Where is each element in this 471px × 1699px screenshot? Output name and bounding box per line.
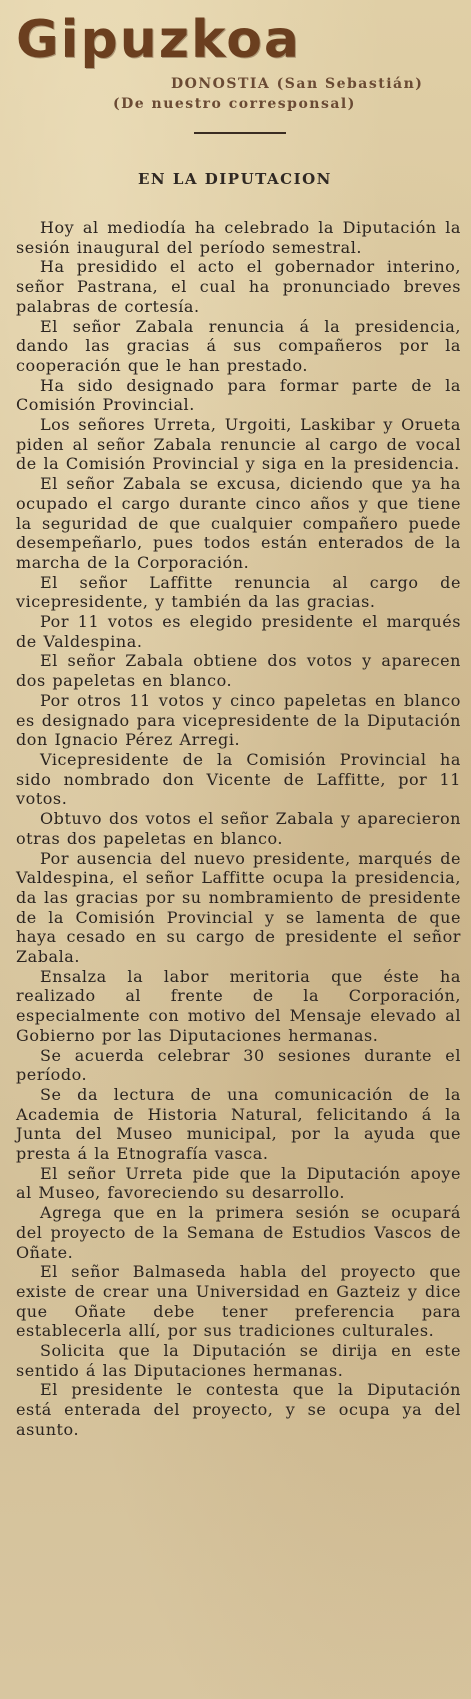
- article-paragraph: El señor Laffitte renuncia al cargo de vicepresidente, y también da las gracias.: [16, 572, 461, 612]
- article-paragraph: Se acuerda celebrar 30 sesiones durante el período.: [16, 1045, 461, 1085]
- article-paragraph: El señor Balmaseda habla del proyecto que existe de crear una Universidad en Gazteiz y dice que Oñate debe tener preferencia para establecerla allí, por sus tradiciones culturales.: [16, 1262, 461, 1341]
- article-paragraph: Solicita que la Diputación se dirija en este sentido á las Diputaciones hermanas.: [16, 1341, 461, 1380]
- article-paragraph: Agrega que en la primera sesión se ocupará del proyecto de la Semana de Estudios Vascos de Oñate.: [16, 1203, 461, 1262]
- article-paragraph: El señor Urreta pide que la Diputación apoye al Museo, favoreciendo su desarrollo.: [16, 1163, 461, 1203]
- section-title: EN LA DIPUTACION: [138, 170, 332, 188]
- divider-rule: [194, 132, 286, 134]
- article-paragraph: El señor Zabala obtiene dos votos y aparecen dos papeletas en blanco.: [16, 651, 461, 691]
- article-body: [16, 218, 461, 1440]
- byline: (De nuestro corresponsal): [113, 96, 356, 112]
- article-paragraph: Vicepresidente de la Comisión Provincial ha sido nombrado don Vicente de Laffitte, por 11 votos.: [16, 749, 461, 809]
- article-paragraph: Los señores Urreta, Urgoiti, Laskibar y Orueta piden al señor Zabala renuncie al cargo de vocal de la Comisión Provincial y siga en la presidencia.: [16, 415, 461, 474]
- article-paragraph: Por otros 11 votos y cinco papeletas en blanco es designado para vicepresidente de la Diputación don Ignacio Pérez Arregi.: [16, 690, 461, 750]
- article-paragraph: Ha sido designado para formar parte de la Comisión Provincial.: [16, 375, 461, 415]
- masthead-title: Gipuzkoa: [16, 10, 302, 70]
- article-paragraph: Por ausencia del nuevo presidente, marqués de Valdespina, el señor Laffitte ocupa la presidencia, da las gracias por su nombramiento de presidente de la Comisión Provincial y se lamenta de que haya cesado en su cargo de presidente el señor Zabala.: [16, 848, 461, 967]
- article-paragraph: Ensalza la labor meritoria que éste ha realizado al frente de la Corporación, especialmente con motivo del Mensaje elevado al Gobierno por las Diputaciones hermanas.: [16, 966, 461, 1045]
- article-paragraph: El señor Zabala renuncia á la presidencia, dando las gracias á sus compañeros por la cooperación que le han prestado.: [16, 316, 461, 375]
- article-paragraph: Hoy al mediodía ha celebrado la Diputación la sesión inaugural del período semestral.: [16, 218, 461, 257]
- article-paragraph: Se da lectura de una comunicación de la Academia de Historia Natural, felicitando á la Junta del Museo municipal, por la ayuda que presta á la Etnografía vasca.: [16, 1084, 461, 1164]
- article-paragraph: Por 11 votos es elegido presidente el marqués de Valdespina.: [16, 612, 461, 651]
- article-paragraph: Ha presidido el acto el gobernador interino, señor Pastrana, el cual ha pronunciado breves palabras de cortesía.: [16, 257, 461, 316]
- article-paragraph: El señor Zabala se excusa, diciendo que ya ha ocupado el cargo durante cinco años y que tiene la seguridad de que cualquier compañero puede desempeñarlo, pues todos están enterados de la marcha de la Corporación.: [16, 474, 461, 572]
- dateline: DONOSTIA (San Sebastián): [171, 76, 424, 92]
- article-paragraph: Obtuvo dos votos el señor Zabala y aparecieron otras dos papeletas en blanco.: [16, 809, 461, 848]
- article-paragraph: El presidente le contesta que la Diputación está enterada del proyecto, y se ocupa ya del asunto.: [16, 1380, 461, 1439]
